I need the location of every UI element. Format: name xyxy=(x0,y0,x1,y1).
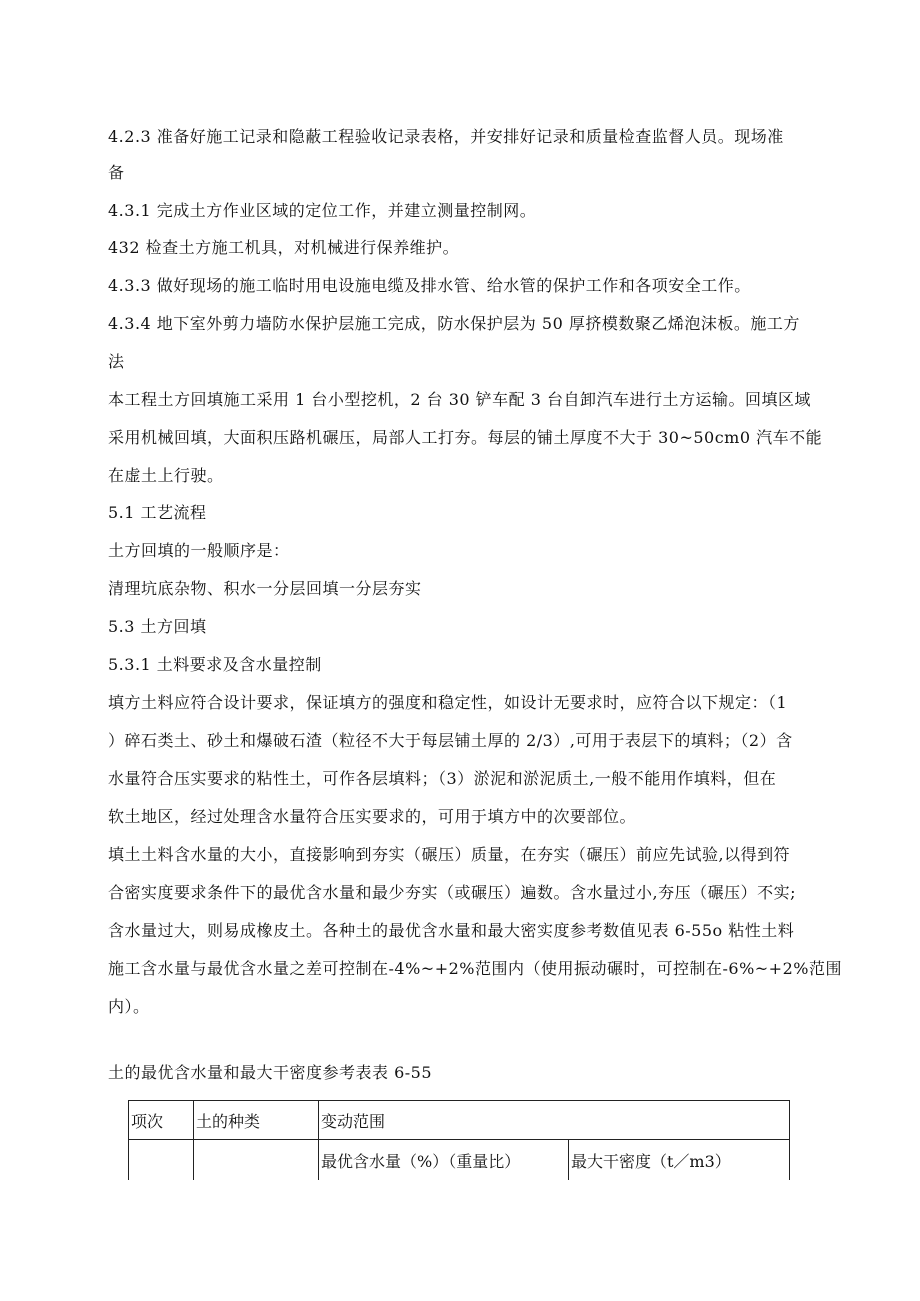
soil-density-table xyxy=(128,1100,790,1180)
paragraph-method-3: 在虚土上行驶。 xyxy=(108,466,224,485)
paragraph-fill-3: 水量符合压实要求的粘性土，可作各层填料；（3）淤泥和淤泥质土,一般不能用作填料，但在 xyxy=(108,769,777,788)
paragraph-4-2-3: 4.2.3 准备好施工记录和隐蔽工程验收记录表格，并安排好记录和质量检查监督人员。现场准 xyxy=(108,127,784,146)
paragraph-moisture-5: 内）。 xyxy=(108,997,150,1016)
paragraph-fill-2: ）碎石类土、砂土和爆破石渣（粒径不大于每层铺土厚的 2/3）,可用于表层下的填料；（2）含 xyxy=(108,731,793,750)
paragraph-4-3-2: 432 检查土方施工机具，对机械进行保养维护。 xyxy=(108,238,460,257)
paragraph-moisture-2: 合密实度要求条件下的最优含水量和最少夯实（或碾压）遍数。含水量过小,夯压（碾压）不实; xyxy=(108,883,796,902)
table-header-row xyxy=(129,1101,790,1140)
subheader-max-dry-density: 最大干密度（t／m3） xyxy=(569,1140,790,1181)
paragraph-sequence-intro: 土方回填的一般顺序是： xyxy=(108,541,290,560)
paragraph-moisture-1: 填土土料含水量的大小，直接影响到夯实（碾压）质量，在夯实（碾压）前应先试验,以得到符 xyxy=(108,845,791,864)
table-subheader-row xyxy=(129,1140,790,1181)
paragraph-4-3-4-cont: 法 xyxy=(108,352,125,371)
section-5-1-heading: 5.1 工艺流程 xyxy=(108,503,207,522)
table-title: 土的最优含水量和最大干密度参考表表 6-55 xyxy=(108,1063,433,1082)
paragraph-sequence: 清理坑底杂物、积水一分层回填一分层夯实 xyxy=(108,579,422,598)
paragraph-moisture-3: 含水量过大，则易成橡皮土。各种土的最优含水量和最大密实度参考数值见表 6-55o 粘性土料 xyxy=(108,921,795,940)
subheader-optimal-moisture: 最优含水量（%）（重量比） xyxy=(319,1140,569,1181)
header-soil-type: 土的种类 xyxy=(194,1101,319,1140)
header-item-no: 项次 xyxy=(129,1101,194,1140)
paragraph-moisture-4: 施工含水量与最优含水量之差可控制在-4%~+2%范围内（使用振动碾时，可控制在-6%~+2%范围 xyxy=(108,959,842,978)
section-5-3-1-heading: 5.3.1 土料要求及含水量控制 xyxy=(108,655,322,674)
paragraph-method-1: 本工程土方回填施工采用 1 台小型挖机，2 台 30 铲车配 3 台自卸汽车进行土方运输。回填区域 xyxy=(108,390,812,409)
paragraph-4-2-3-cont: 备 xyxy=(108,163,125,182)
paragraph-4-3-3: 4.3.3 做好现场的施工临时用电设施电缆及排水管、给水管的保护工作和各项安全工作。 xyxy=(108,276,751,295)
paragraph-4-3-1: 4.3.1 完成土方作业区域的定位工作，并建立测量控制网。 xyxy=(108,201,537,220)
subheader-empty-2 xyxy=(194,1140,319,1181)
paragraph-fill-4: 软土地区，经过处理含水量符合压实要求的，可用于填方中的次要部位。 xyxy=(108,807,637,826)
paragraph-fill-1: 填方土料应符合设计要求，保证填方的强度和稳定性，如设计无要求时，应符合以下规定：（1 xyxy=(108,693,788,712)
paragraph-method-2: 采用机械回填，大面积压路机碾压，局部人工打夯。每层的铺土厚度不大于 30~50cm0 汽车不能 xyxy=(108,428,823,447)
header-variation-range: 变动范围 xyxy=(319,1101,790,1140)
subheader-empty-1 xyxy=(129,1140,194,1181)
paragraph-4-3-4: 4.3.4 地下室外剪力墙防水保护层施工完成，防水保护层为 50 厚挤模数聚乙烯泡沫板。施工方 xyxy=(108,314,800,333)
section-5-3-heading: 5.3 土方回填 xyxy=(108,617,207,636)
